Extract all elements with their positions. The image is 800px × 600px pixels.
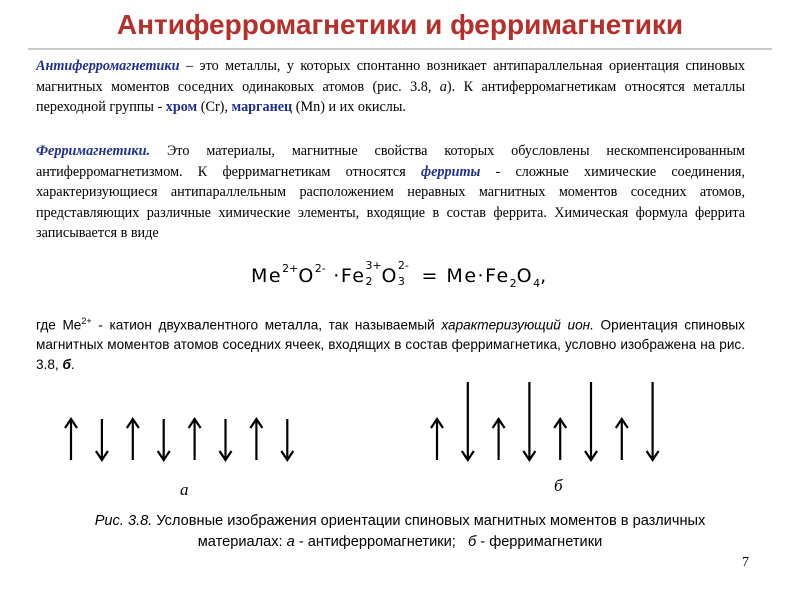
formula-o2-count: 3 [397, 275, 405, 288]
formula-me: Me [251, 265, 283, 287]
formula-comma: , [540, 265, 548, 287]
page-number: 7 [742, 555, 749, 570]
caption-text-1: Условные изображения ориентации спиновых магнитных моментов в различных материалах: [152, 513, 706, 550]
formula-rhs-o-count: 4 [533, 277, 541, 290]
para1-text-2: ). К антиферромагнетикам относятся металлы переходной группы - [36, 78, 745, 116]
formula-rhs-dot: · [477, 265, 486, 287]
formula-fe-charge: 3+ [365, 259, 382, 272]
formula-rhs-fe: Fe [485, 265, 510, 287]
formula-o: O [298, 265, 315, 287]
ferrite-formula [251, 259, 591, 294]
formula-o-charge: 2- [314, 262, 326, 275]
formula-o2-scripts [397, 259, 414, 288]
term-characteristic-ion: характеризующий ион. [441, 317, 594, 333]
spin-arrow-b-6 [585, 382, 597, 460]
title-divider [28, 48, 772, 50]
formula-equals: = [421, 265, 439, 287]
paragraph-ferrimagnets [36, 141, 745, 244]
spin-arrow-b-2 [462, 382, 474, 460]
formula-rhs-me: Me [446, 265, 478, 287]
term-manganese: марганец [231, 99, 293, 116]
para3-me-charge: 2+ [81, 316, 92, 326]
term-chrome: хром [165, 99, 198, 116]
spin-arrow-b-5 [554, 419, 566, 460]
arrows-group-a [65, 419, 293, 460]
formula-rhs-fe-count: 2 [509, 277, 517, 290]
paragraph-antiferromagnets [36, 56, 745, 118]
caption-text-3: - ферримагнетики [476, 534, 603, 550]
arrows-group-b [431, 382, 659, 460]
figure-ref-a: а [439, 78, 447, 95]
spin-arrow-b-4 [523, 382, 535, 460]
spin-arrows-figure [0, 380, 800, 490]
spin-arrow-b-1 [431, 419, 443, 460]
figure-caption [60, 511, 740, 553]
spin-arrow-a-4 [158, 419, 170, 460]
formula-dot: · [333, 265, 341, 287]
para1-text-3: (Cr), [197, 99, 232, 116]
spin-arrow-b-3 [493, 419, 505, 460]
figure-label-b: б [554, 476, 563, 495]
para1-text-4: (Mn) и их окислы. [292, 99, 406, 116]
term-antiferromagnets: Антиферромагнетики [36, 58, 180, 74]
formula-fe-scripts [365, 259, 382, 288]
formula-o2: O [381, 265, 398, 287]
para2-text-2: - сложные химические соединения, характеризующиеся антипараллельным расположением неравных магнитных моментов соседних атомов, представляющих различные химические элементы, входящие в состав феррита. Химическая формула феррита записывается в виде [36, 163, 745, 242]
figure-label-a: а [180, 480, 189, 499]
formula-rhs-o: O [516, 265, 534, 287]
spin-arrow-a-3 [127, 419, 139, 460]
figure-ref-b: б [62, 356, 71, 372]
spin-arrow-a-1 [65, 419, 77, 460]
para2-text-1: Это материалы, магнитные свойства которых обусловлены нескомпенсированным антиферромагнетизмом. К ферримагнетикам относятся [36, 143, 745, 180]
para3-text-4: . [70, 356, 75, 372]
spin-arrow-b-8 [647, 382, 659, 460]
spin-arrow-a-7 [250, 419, 262, 460]
slide-title: Антиферромагнетики и ферримагнетики [116, 9, 684, 40]
spin-arrow-a-2 [96, 419, 108, 460]
term-ferrites: ферриты [420, 163, 481, 180]
para3-text-2: - катион двухвалентного металла, так называемый [91, 317, 442, 333]
caption-prefix: Рис. 3.8. [94, 513, 153, 529]
spin-arrow-a-6 [220, 419, 232, 460]
formula-me-charge: 2+ [282, 262, 299, 275]
term-ferrimagnets: Ферримагнетики. [36, 143, 151, 159]
formula-fe-count: 2 [365, 275, 373, 288]
para3-text-1: где Me [36, 317, 82, 333]
caption-label-a: а [286, 534, 295, 550]
para3-text-3: Ориентация спиновых магнитных моментов атомов соседних ячеек, входящих в состав ферримагнетика, условно изображена на рис. 3.8, [36, 317, 745, 372]
spin-arrow-a-5 [189, 419, 201, 460]
caption-label-b: б [468, 534, 477, 550]
caption-text-2: - антиферромагнетики; [294, 534, 468, 550]
formula-o2-charge: 2- [397, 259, 409, 272]
spin-arrow-a-8 [281, 419, 293, 460]
paragraph-characteristic-ion [36, 312, 745, 374]
formula-fe: Fe [340, 265, 366, 287]
spin-arrow-b-7 [616, 419, 628, 460]
para1-text-1: – это металлы, у которых спонтанно возникает антипараллельная ориентация спиновых магнитных моментов соседних одинаковых атомов (рис. 3.8, [36, 58, 745, 95]
